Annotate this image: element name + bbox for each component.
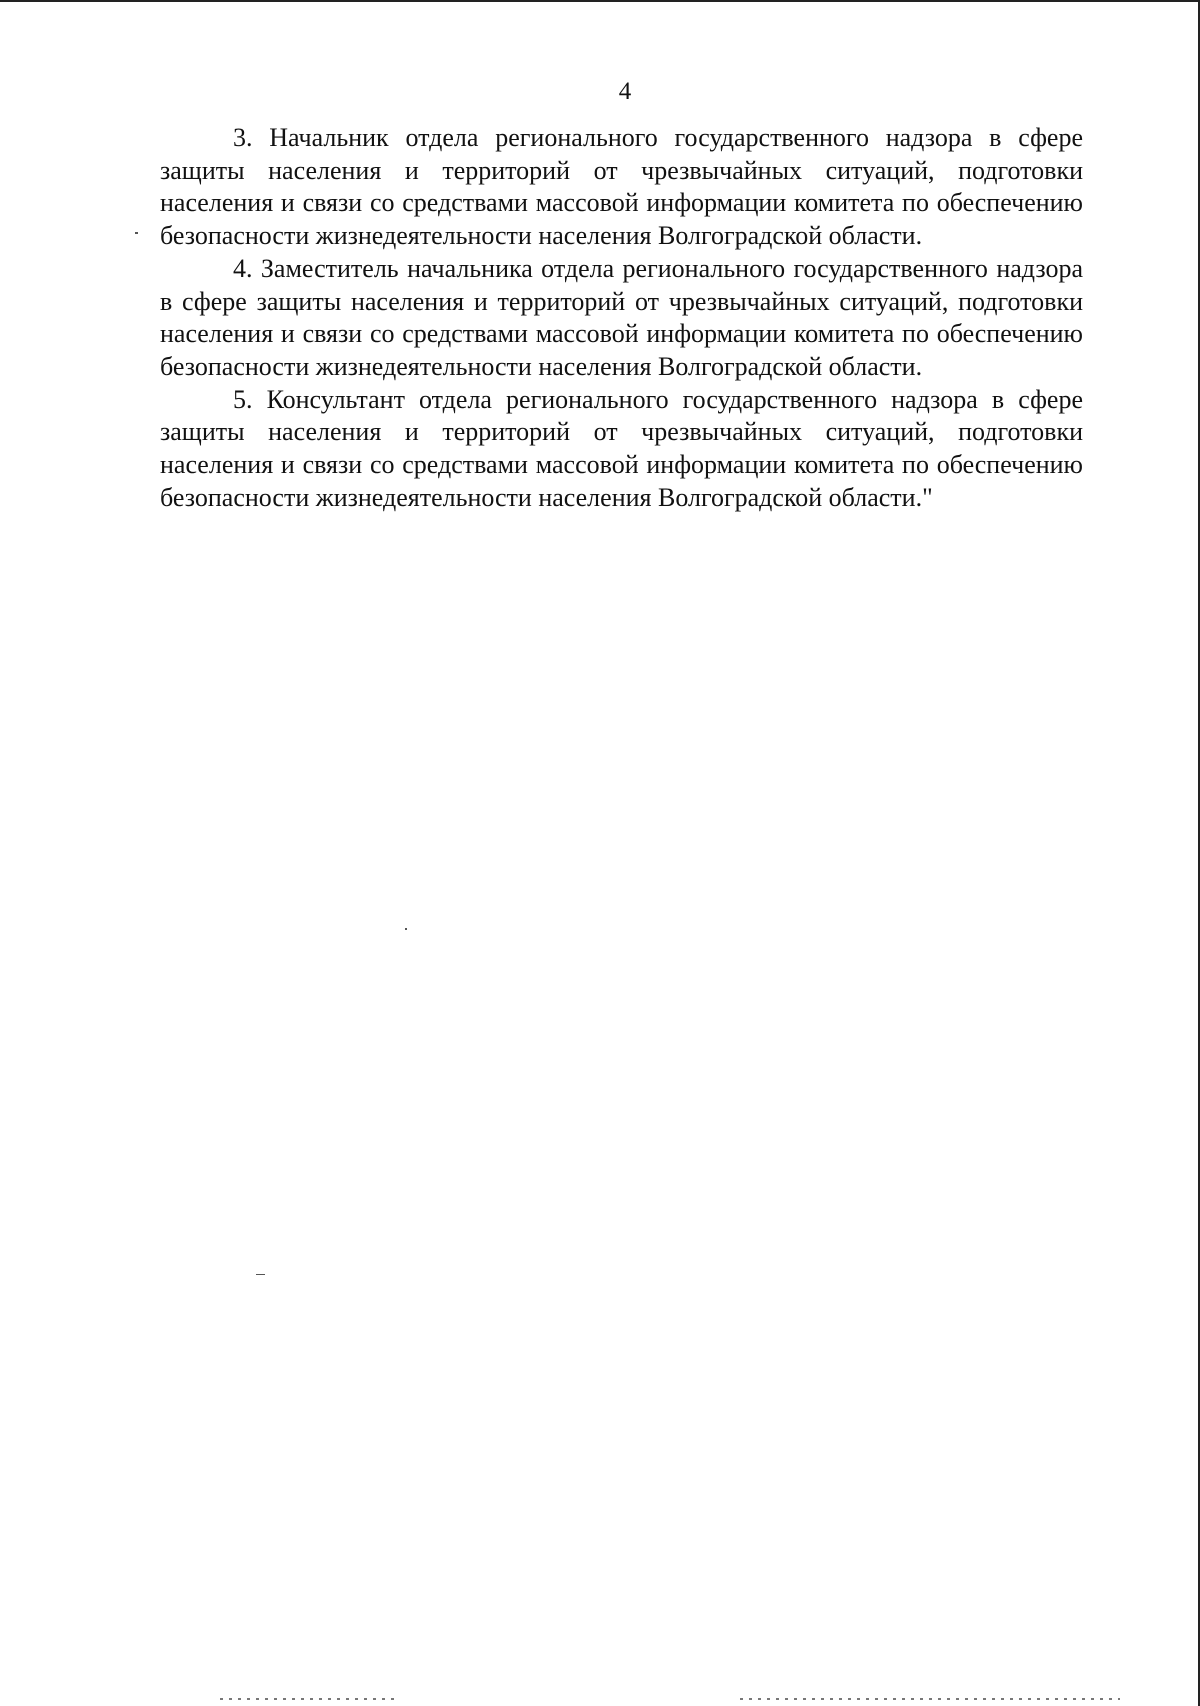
list-item: 3. Начальник отдела регионального государственного надзора в сфере защиты населения и территорий от чрезвычайных ситуаций, подготовки населения и связи со средствами массовой информации комитета по обеспечению безопасности жизнедеятельности населения Волгоградской области. (160, 123, 1083, 251)
scan-speck (135, 232, 138, 234)
list-item: 4. Заместитель начальника отдела регионального государственного надзора в сфере защиты населения и территорий от чрезвычайных ситуаций, подготовки населения и связи со средствами массовой информации комитета по обеспечению безопасности жизнедеятельности населения Волгоградской области. (160, 253, 1083, 381)
page-number: 4 (618, 78, 632, 105)
scan-edge-noise (220, 1698, 400, 1700)
list-item: 5. Консультант отдела регионального государственного надзора в сфере защиты населения и территорий от чрезвычайных ситуаций, подготовки населения и связи со средствами массовой информации комитета по обеспечению безопасности жизнедеятельности населения Волгоградской области." (160, 384, 1083, 512)
scan-speck (256, 1274, 265, 1275)
scan-edge-noise (740, 1698, 1120, 1700)
scan-speck (405, 928, 407, 930)
document-body (160, 122, 1083, 514)
